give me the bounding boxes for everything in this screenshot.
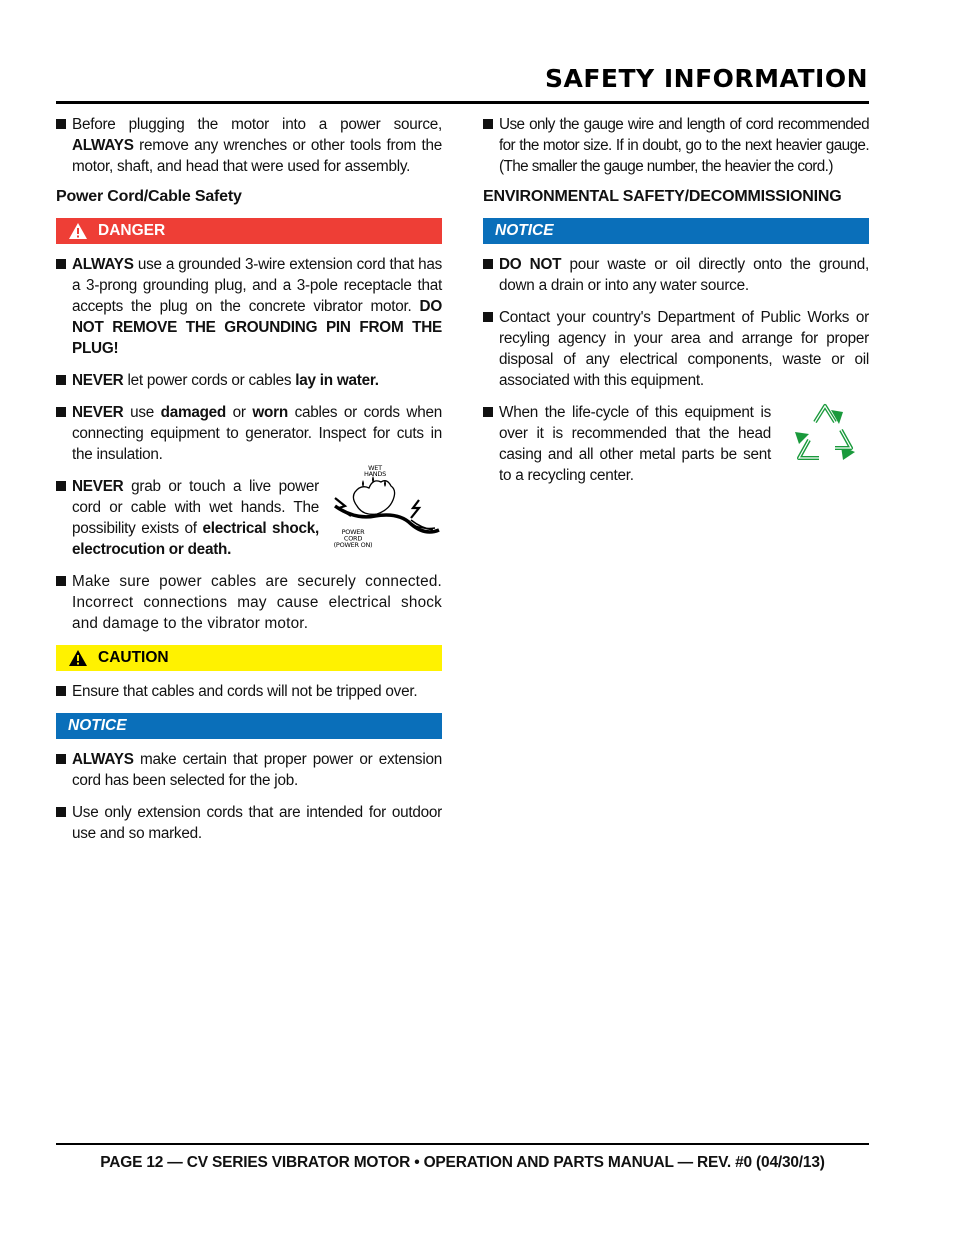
caution-banner — [56, 645, 442, 671]
footer-rule — [56, 1143, 869, 1145]
danger-banner — [56, 218, 442, 244]
list-item: ALWAYS use a grounded 3-wire extension cord that has a 3-prong grounding plug, and a 3-pole receptacle that accepts the plug on the concrete vibrator motor. DO NOT REMOVE THE GROUNDING PIN FROM THE PLUG! — [56, 254, 442, 359]
list-item: NEVER grab or touch a live power cord or cable with wet hands. The possibility exists of electrical shock, electrocution or death. WET HANDS POWER CORD (POWER ON) — [56, 476, 442, 560]
list-item: Use only the gauge wire and length of cord recommended for the motor size. If in doubt, go to the next heavier gauge. (The smaller the gauge number, the heavier the cord.) — [483, 114, 869, 177]
page-title: SAFETY INFORMATION — [545, 64, 868, 93]
warning-triangle-icon — [68, 222, 88, 240]
bullet-icon — [56, 119, 66, 129]
notice-banner — [56, 713, 442, 739]
list-item: NEVER use damaged or worn cables or cords when connecting equipment to generator. Inspect for cuts in the insulation. — [56, 402, 442, 465]
left-column — [56, 114, 442, 855]
list-item: ALWAYS make certain that proper power or extension cord has been selected for the job. — [56, 749, 442, 791]
list-item: Make sure power cables are securely connected. Incorrect connections may cause electrical shock and damage to the vibrator motor. — [56, 571, 442, 634]
recycle-icon — [785, 400, 869, 472]
bullet-icon — [56, 754, 66, 764]
list-item: Contact your country's Department of Public Works or recyling agency in your area and arrange for proper disposal of any electrical components, waste or oil associated with this equipment. — [483, 307, 869, 391]
bullet-icon — [56, 807, 66, 817]
warning-triangle-icon — [68, 649, 88, 667]
notice-label: NOTICE — [68, 717, 127, 734]
bullet-icon — [56, 407, 66, 417]
danger-label: DANGER — [98, 222, 166, 239]
list-item: When the life-cycle of this equipment is over it is recommended that the head casing and all other metal parts be sent to a recycling center. — [483, 402, 869, 486]
wet-hands-power-cord-illustration — [327, 462, 442, 554]
title-rule — [56, 101, 869, 104]
list-item: NEVER let power cords or cables lay in water. — [56, 370, 442, 391]
bullet-icon — [56, 481, 66, 491]
page-footer: PAGE 12 — CV SERIES VIBRATOR MOTOR • OPERATION AND PARTS MANUAL — REV. #0 (04/30/13) — [100, 1154, 825, 1171]
bullet-icon — [56, 686, 66, 696]
figure-label-power-cord: POWER CORD (POWER ON) — [333, 528, 373, 549]
list-item: Before plugging the motor into a power source, ALWAYS remove any wrenches or other tools from the motor, shaft, and head that were used for assembly. — [56, 114, 442, 177]
bullet-icon — [483, 259, 493, 269]
bullet-icon — [56, 576, 66, 586]
bullet-icon — [56, 259, 66, 269]
section-heading-power-cord: Power Cord/Cable Safety — [56, 188, 242, 205]
list-item: DO NOT pour waste or oil directly onto the ground, down a drain or into any water source. — [483, 254, 869, 296]
caution-label: CAUTION — [98, 649, 169, 666]
right-column — [483, 114, 869, 497]
notice-banner — [483, 218, 869, 244]
bullet-icon — [56, 375, 66, 385]
list-item: Ensure that cables and cords will not be tripped over. — [56, 681, 442, 702]
notice-label: NOTICE — [495, 222, 554, 239]
section-heading-environmental: ENVIRONMENTAL SAFETY/DECOMMISSIONING — [483, 188, 842, 205]
list-item: Use only extension cords that are intended for outdoor use and so marked. — [56, 802, 442, 844]
bullet-icon — [483, 407, 493, 417]
bullet-icon — [483, 312, 493, 322]
figure-label-wet-hands: WET HANDS — [363, 464, 387, 478]
bullet-icon — [483, 119, 493, 129]
